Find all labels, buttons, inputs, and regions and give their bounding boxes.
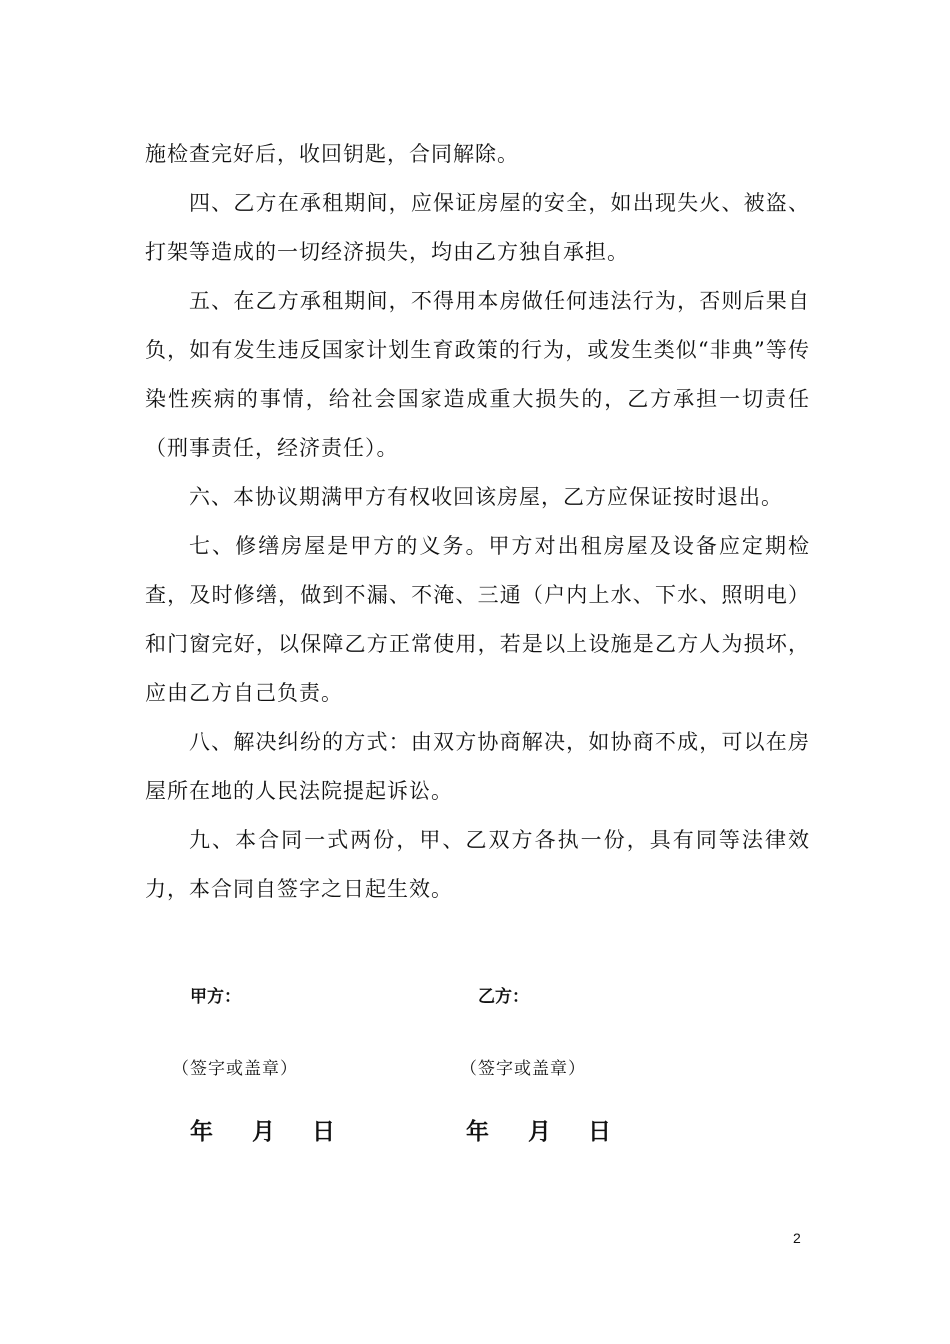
page-number: 2 [793, 1230, 801, 1246]
party-b-year: 年 [466, 1119, 489, 1145]
party-b-sign-note: （签字或盖章） [460, 1059, 586, 1079]
paragraph-clause-7: 七、修缮房屋是甲方的义务。甲方对出租房屋及设备应定期检查，及时修缮，做到不漏、不淹、三通（户内上水、下水、照明电）和门窗完好，以保障乙方正常使用，若是以上设施是乙方人为损坏，应由乙方自己负责。 [145, 534, 810, 705]
paragraph-clause-5: 五、在乙方承租期间，不得用本房做任何违法行为，否则后果自负，如有发生违反国家计划生育政策的行为，或发生类似“非典”等传染性疾病的事情，给社会国家造成重大损失的，乙方承担一切责任（刑事责任，经济责任）。 [145, 289, 810, 460]
party-a-day: 日 [312, 1119, 335, 1145]
paragraph-clause-4: 四、乙方在承租期间，应保证房屋的安全，如出现失火、被盗、打架等造成的一切经济损失，均由乙方独自承担。 [145, 191, 810, 264]
party-a-label: 甲方： [190, 987, 241, 1007]
party-a-sign-note: （签字或盖章） [172, 1059, 298, 1079]
party-a-date-line [190, 1113, 335, 1146]
paragraph-clause-9: 九、本合同一式两份，甲、乙双方各执一份，具有同等法律效力，本合同自签字之日起生效。 [145, 828, 810, 901]
party-b-date-line [466, 1113, 611, 1146]
party-b-month: 月 [528, 1119, 551, 1145]
party-a-month: 月 [252, 1119, 275, 1145]
paragraph-clause-8: 八、解决纠纷的方式：由双方协商解决，如协商不成，可以在房屋所在地的人民法院提起诉讼。 [145, 730, 810, 803]
party-b-day: 日 [588, 1119, 611, 1145]
party-a-year: 年 [190, 1119, 213, 1145]
party-b-label: 乙方： [478, 987, 529, 1007]
contract-body [145, 130, 810, 914]
paragraph-continuation: 施检查完好后，收回钥匙，合同解除。 [145, 142, 519, 166]
paragraph-clause-6: 六、本协议期满甲方有权收回该房屋，乙方应保证按时退出。 [189, 485, 783, 509]
